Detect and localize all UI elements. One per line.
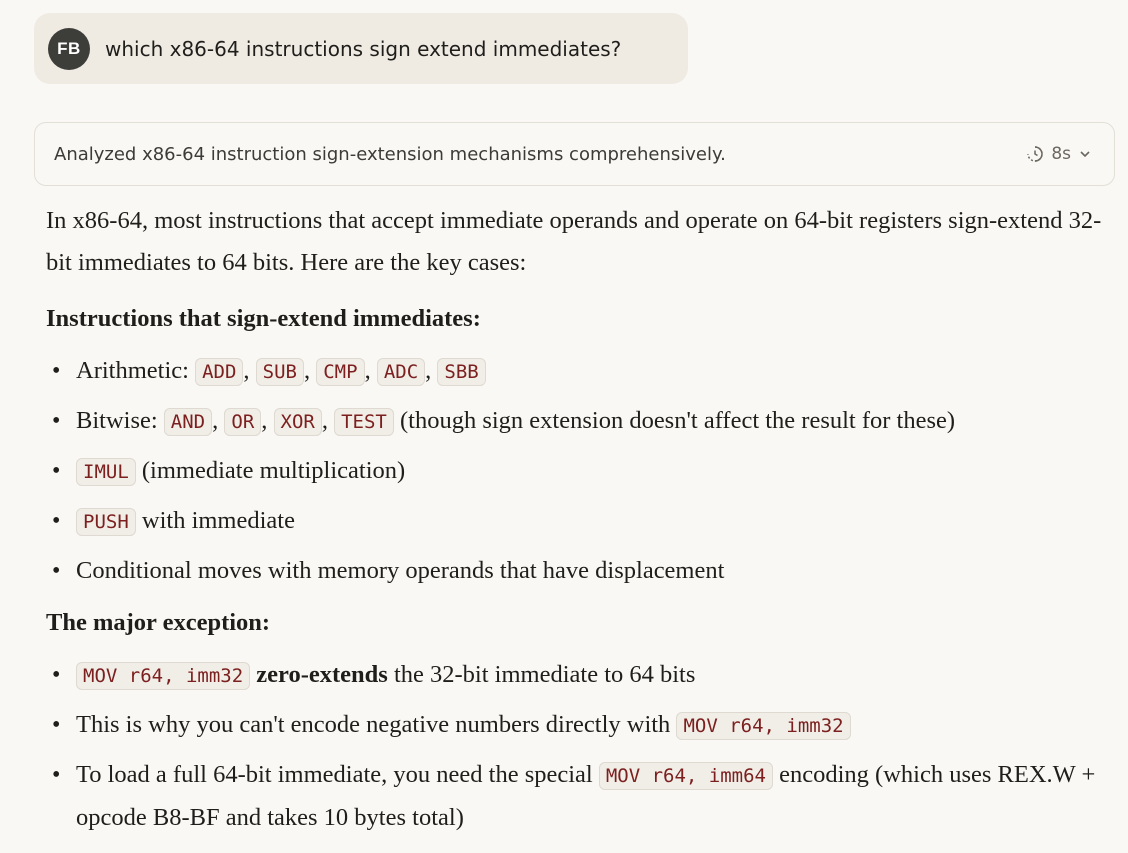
chevron-down-icon [1077,146,1093,162]
code-imul: IMUL [76,458,136,486]
code-mov-imm64: MOV r64, imm64 [599,762,773,790]
code-and: AND [164,408,212,436]
code-sbb: SBB [437,358,485,386]
user-message [34,13,688,84]
thinking-summary-text: Analyzed x86-64 instruction sign-extension mechanisms comprehensively. [54,143,726,165]
avatar[interactable]: FB [48,28,90,70]
thinking-duration[interactable] [1025,144,1093,164]
section-heading-exception: The major exception: [46,609,271,636]
list-item: • PUSH with immediate [46,500,1106,543]
code-sub: SUB [256,358,304,386]
code-add: ADD [195,358,243,386]
list-item: • MOV r64, imm32 zero-extends the 32-bit immediate to 64 bits [46,654,1106,697]
list-item: • IMUL (immediate multiplication) [46,450,1106,493]
list-item: • This is why you can't encode negative numbers directly with MOV r64, imm32 [46,704,1106,747]
code-mov-imm32: MOV r64, imm32 [76,662,250,690]
code-adc: ADC [377,358,425,386]
user-message-text: which x86-64 instructions sign extend immediates? [105,36,622,61]
code-mov-imm32: MOV r64, imm32 [676,712,850,740]
intro-paragraph: In x86-64, most instructions that accept immediate operands and operate on 64-bit registers sign-extend 32-bit immediates to 64 bits. Here are the key cases: [46,207,1102,276]
list-item: • Arithmetic: ADD , SUB , CMP , ADC , SBB [46,350,1106,393]
sign-extend-list [46,350,1106,592]
timer-icon [1025,144,1045,164]
list-item: • Conditional moves with memory operands that have displacement [46,550,1106,592]
code-push: PUSH [76,508,136,536]
list-item: • Bitwise: AND , OR , XOR , TEST (though sign extension doesn't affect the result for these) [46,400,1106,443]
code-test: TEST [334,408,394,436]
section-heading-sign-extend: Instructions that sign-extend immediates: [46,305,481,332]
list-item: • To load a full 64-bit immediate, you need the special MOV r64, imm64 encoding (which uses REX.W + opcode B8-BF and takes 10 bytes total) [46,754,1106,839]
code-xor: XOR [274,408,322,436]
exception-list [46,654,1106,839]
assistant-response [46,200,1106,846]
thinking-summary-toggle[interactable] [34,122,1115,186]
code-cmp: CMP [316,358,364,386]
code-or: OR [224,408,261,436]
duration-label: 8s [1051,144,1071,164]
